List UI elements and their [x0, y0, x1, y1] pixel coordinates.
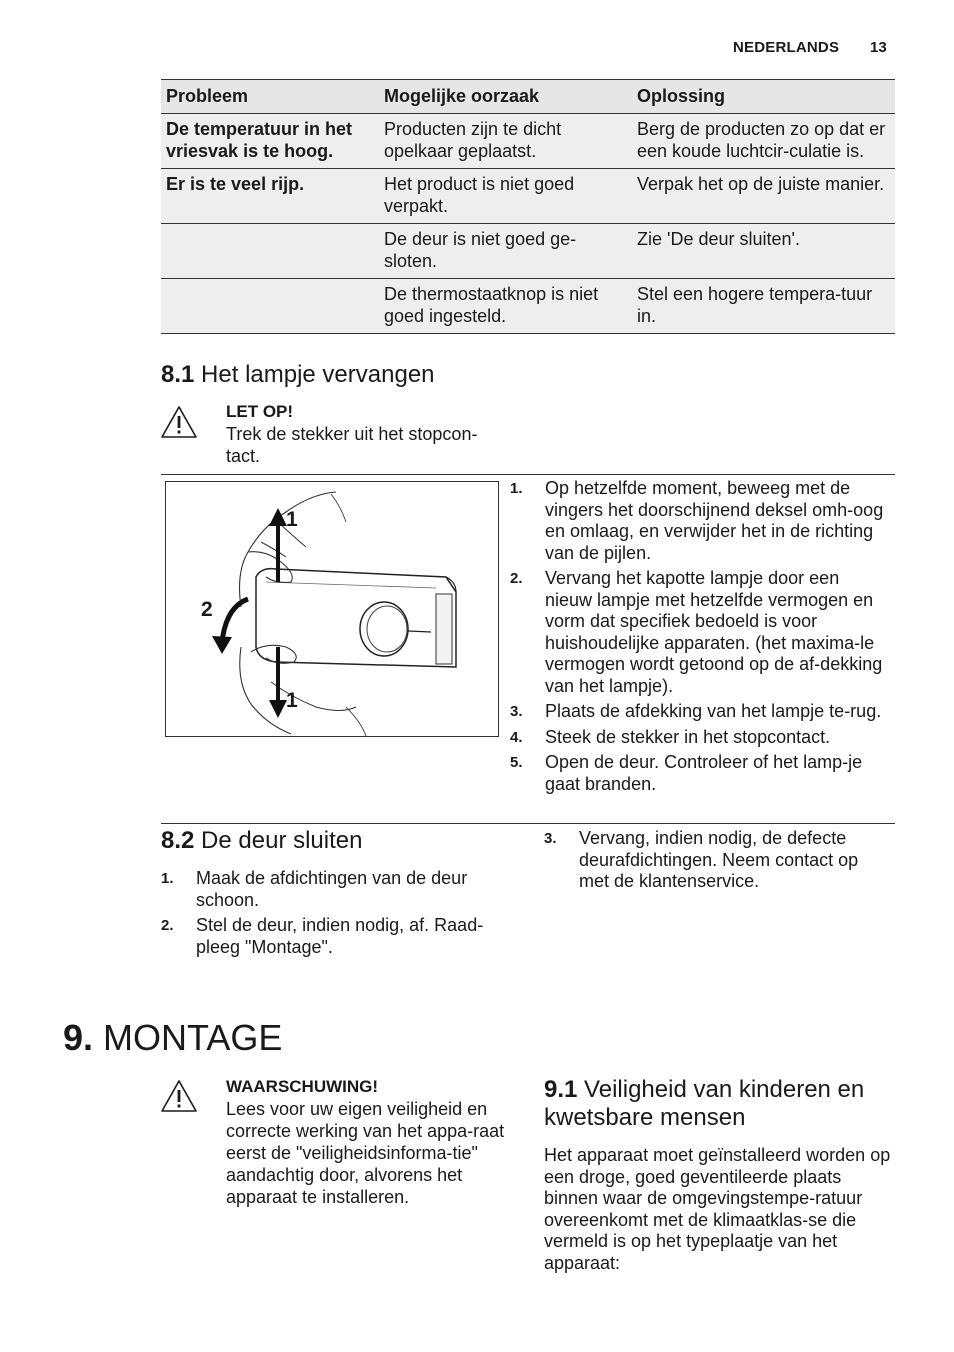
- warning-triangle-icon: [160, 405, 198, 439]
- list-item: 2. Stel de deur, indien nodig, af. Raad-pleeg "Montage".: [161, 915, 484, 957]
- table-row: [161, 279, 895, 334]
- section-heading-8-1: [161, 361, 435, 389]
- page-number: 13: [870, 39, 887, 56]
- header-language: NEDERLANDS: [733, 39, 840, 56]
- cause-cell: Het product is niet goed verpakt.: [379, 169, 632, 224]
- troubleshooting-table: [161, 79, 895, 334]
- list-item: 3. Plaats de afdekking van het lampje te-rug.: [510, 701, 882, 721]
- list-item: 1. Op hetzelfde moment, beweeg met de vingers het doorschijnend deksel omh-oog en omlaag, en verwijder het in de richting van de pijlen.: [510, 478, 884, 563]
- problem-cell: De temperatuur in het vriesvak is te hoog.: [161, 114, 379, 169]
- problem-cell: Er is te veel rijp.: [161, 169, 379, 224]
- column-header-problem: Probleem: [161, 80, 379, 114]
- door-closing-steps: [161, 868, 511, 962]
- caution-title: LET OP!: [226, 402, 294, 421]
- caution-text: Trek de stekker uit het stopcon-tact.: [226, 424, 478, 466]
- list-item: 1. Maak de afdichtingen van de deur schoon.: [161, 868, 468, 910]
- figure-label: 1: [286, 689, 298, 712]
- column-header-solution: Oplossing: [632, 80, 895, 114]
- list-item: 5. Open de deur. Controleer of het lamp-je gaat branden.: [510, 752, 863, 794]
- solution-cell: Stel een hogere tempera-tuur in.: [632, 279, 895, 334]
- solution-cell: Berg de producten zo op dat er een koude luchtcir-culatie is.: [632, 114, 895, 169]
- section-heading-8-2: [161, 827, 362, 855]
- problem-cell: [161, 279, 379, 334]
- door-closing-steps-continued: [544, 828, 890, 897]
- column-header-cause: Mogelijke oorzaak: [379, 80, 632, 114]
- table-row: [161, 114, 895, 169]
- warning-title: WAARSCHUWING!: [226, 1077, 379, 1096]
- figure-label: 2: [201, 598, 213, 621]
- lamp-cover-illustration: [165, 481, 499, 737]
- cause-cell: Producten zijn te dicht opelkaar geplaatst.: [379, 114, 632, 169]
- table-row: [161, 169, 895, 224]
- chapter-number: 9.: [63, 1017, 94, 1058]
- lamp-cover-drawing: [166, 482, 498, 736]
- chapter-name: MONTAGE: [103, 1017, 283, 1058]
- section-title: Veiligheid van kinderen en kwetsbare mensen: [544, 1076, 865, 1131]
- figure-label: 1: [286, 508, 298, 531]
- section-title: Het lampje vervangen: [201, 361, 435, 388]
- section-number: 8.1: [161, 361, 195, 388]
- chapter-title: [63, 1016, 282, 1060]
- list-item: 4. Steek de stekker in het stopcontact.: [510, 726, 831, 747]
- solution-cell: Verpak het op de juiste manier.: [632, 169, 895, 224]
- cause-cell: De deur is niet goed ge-sloten.: [379, 224, 632, 279]
- list-item: 2. Vervang het kapotte lampje door een nieuw lampje met hetzelfde vermogen en vorm dat specifiek bedoeld is voor huishoudelijke apparaten. (het maxima-le vermogen wordt getoond op de af-dekking van het lampje).: [510, 568, 883, 696]
- section-title: De deur sluiten: [201, 827, 363, 854]
- solution-cell: Zie 'De deur sluiten'.: [632, 224, 895, 279]
- divider: [161, 823, 895, 824]
- section-heading-9-1: [544, 1076, 894, 1132]
- warning-triangle-icon: [160, 1079, 198, 1113]
- divider: [161, 474, 895, 475]
- table-header-row: [161, 80, 895, 114]
- warning-text: Lees voor uw eigen veiligheid en correcte werking van het appa-raat eerst de "veiligheidsinforma-tie" aandachtig door, alvorens het apparaat te installeren.: [226, 1099, 505, 1207]
- section-number: 9.1: [544, 1076, 578, 1103]
- problem-cell: [161, 224, 379, 279]
- section-paragraph: Het apparaat moet geïnstalleerd worden op een droge, goed geventileerde plaats binnen waar de omgevingstempe-ratuur overeenkomt met de klimaatklas-se die vermeld is op het typeplaatje van het apparaat:: [544, 1145, 891, 1273]
- lamp-replacement-steps: [510, 478, 890, 799]
- cause-cell: De thermostaatknop is niet goed ingesteld.: [379, 279, 632, 334]
- list-item: 3. Vervang, indien nodig, de defecte deurafdichtingen. Neem contact op met de klantenservice.: [544, 828, 859, 891]
- table-row: [161, 224, 895, 279]
- section-number: 8.2: [161, 827, 195, 854]
